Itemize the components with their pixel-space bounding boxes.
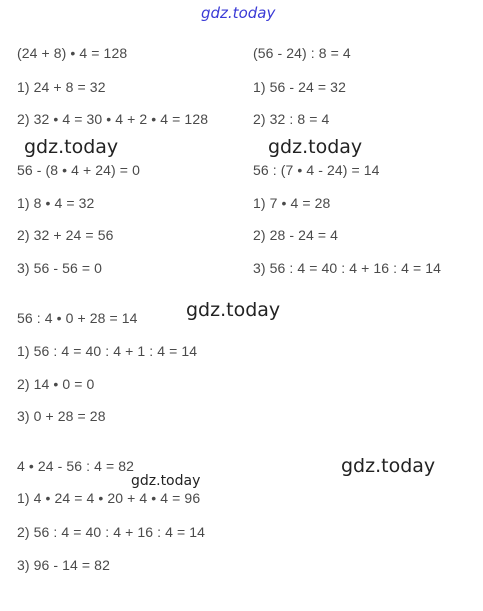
step-4-1: 1) 4 • 24 = 4 • 20 + 4 • 4 = 96 [17, 490, 201, 506]
step-2-2-right: 2) 28 - 24 = 4 [253, 227, 339, 243]
watermark-top: gdz.today [201, 4, 276, 22]
expression-3: 56 : 4 • 0 + 28 = 14 [17, 310, 138, 326]
step-2-3-left: 3) 56 - 56 = 0 [17, 260, 103, 276]
step-1-1-left: 1) 24 + 8 = 32 [17, 79, 106, 95]
expression-4: 4 • 24 - 56 : 4 = 82 [17, 458, 135, 474]
expression-1-left: (24 + 8) • 4 = 128 [17, 45, 128, 61]
expression-1-right: (56 - 24) : 8 = 4 [253, 45, 351, 61]
step-4-3: 3) 96 - 14 = 82 [17, 557, 110, 573]
watermark-small: gdz.today [131, 473, 201, 489]
step-1-1-right: 1) 56 - 24 = 32 [253, 79, 346, 95]
watermark-right: gdz.today [341, 455, 436, 477]
step-3-1: 1) 56 : 4 = 40 : 4 + 1 : 4 = 14 [17, 343, 198, 359]
step-2-1-left: 1) 8 • 4 = 32 [17, 195, 95, 211]
step-4-2: 2) 56 : 4 = 40 : 4 + 16 : 4 = 14 [17, 524, 206, 540]
expression-2-left: 56 - (8 • 4 + 24) = 0 [17, 162, 140, 178]
watermark-mid-right: gdz.today [268, 136, 363, 158]
step-3-2: 2) 14 • 0 = 0 [17, 376, 95, 392]
step-3-3: 3) 0 + 28 = 28 [17, 408, 106, 424]
watermark-mid-left: gdz.today [24, 136, 119, 158]
expression-2-right: 56 : (7 • 4 - 24) = 14 [253, 162, 380, 178]
step-2-2-left: 2) 32 + 24 = 56 [17, 227, 114, 243]
watermark-center: gdz.today [186, 299, 281, 321]
step-1-2-right: 2) 32 : 8 = 4 [253, 111, 330, 127]
step-1-2-left: 2) 32 • 4 = 30 • 4 + 2 • 4 = 128 [17, 111, 209, 127]
step-2-1-right: 1) 7 • 4 = 28 [253, 195, 331, 211]
step-2-3-right: 3) 56 : 4 = 40 : 4 + 16 : 4 = 14 [253, 260, 442, 276]
